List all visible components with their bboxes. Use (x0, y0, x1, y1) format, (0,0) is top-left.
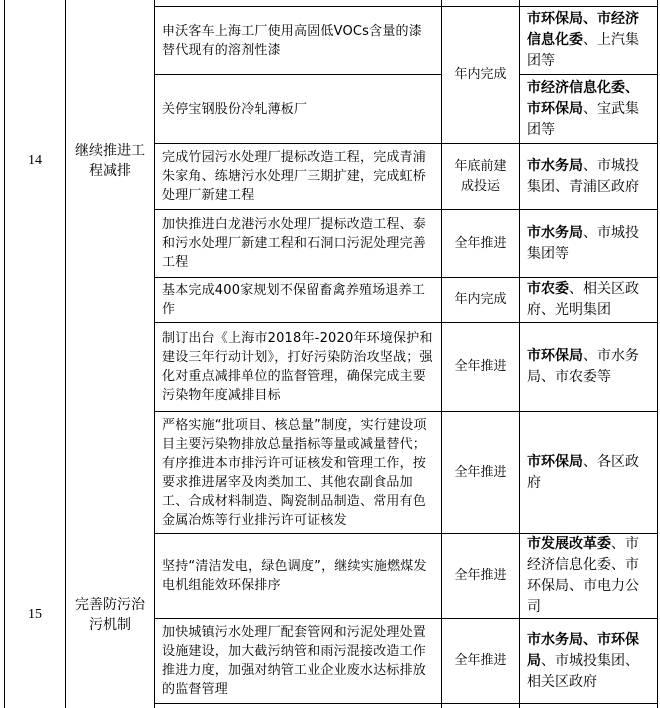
table-border-right (657, 0, 658, 708)
cooperating-agencies: 、宝武集团等 (527, 100, 639, 138)
table-row-timeline: 全年推进 (454, 653, 507, 668)
table-row-responsible (520, 144, 657, 209)
table-row-responsible (520, 534, 657, 618)
item-category: 完善防污治污机制 (75, 597, 145, 633)
lead-agency: 市环保局 (527, 453, 583, 470)
table-row-timeline: 全年推进 (454, 235, 507, 251)
table-row-task: 完成竹园污水处理厂提标改造工程，完成青浦朱家角、练塘污水处理厂三期扩建，完成虹桥处理厂新建工程 (162, 150, 427, 203)
table-row-responsible (520, 412, 657, 533)
row-divider (154, 703, 658, 704)
item-number: 15 (28, 607, 42, 622)
cooperating-agencies: 、相关区政府、光明集团 (527, 281, 639, 318)
lead-agency: 市环保局、市经济信息化委 (527, 11, 639, 48)
cooperating-agencies: 、市城投集团、青浦区政府 (527, 157, 639, 195)
table-row-responsible (520, 7, 657, 74)
table-row-timeline: 年底前建成投运 (454, 158, 507, 194)
table-row-responsible (520, 619, 657, 703)
table-row-task: 坚持“清洁发电，绿色调度”，继续实施燃煤发电机组能效环保排序 (162, 559, 427, 593)
table-row-responsible (520, 75, 657, 143)
table-row-task: 申沃客车上海工厂使用高固低VOCs含量的漆替代现有的溶剂性漆 (162, 23, 422, 58)
table-row-responsible (520, 210, 657, 277)
table-row-responsible (520, 323, 657, 411)
table-row-task: 严格实施“批项目、核总量”制度，实行建设项目主要污染物排放总量指标等量或减量替代；有序推进本市排污许可证核发和管理工作，按要求推进屠宰及肉类加工、其他农副食品加工、合成材料制造、陶瓷制品制造、常用有色金属冶炼等行业排污许可证核发 (162, 417, 427, 528)
lead-agency: 市环保局 (527, 348, 583, 364)
table-row-timeline: 全年推进 (454, 568, 507, 583)
table-row-timeline: 年内完成 (454, 292, 507, 307)
lead-agency: 市经济信息化委、市环保局 (527, 79, 639, 117)
cooperating-agencies: 、市城投集团、相关区政府 (527, 652, 639, 690)
table-row-timeline: 全年推进 (454, 359, 507, 374)
table-row-task: 制订出台《上海市2018年-2020年环境保护和建设三年行动计划》，打好污染防治攻坚战；强化对重点减排单位的监督管理，确保完成主要污染物年度减排目标 (162, 331, 433, 403)
table-row-task: 加快城镇污水处理厂配套管网和污泥处理处置设施建设，加大截污纳管和雨污混接改造工作推进力度，加强对纳管工业企业废水达标排放的监督管理 (162, 625, 427, 697)
table-row-timeline: 年内完成 (454, 67, 507, 82)
lead-agency: 市水务局 (527, 224, 583, 241)
table-row-task: 基本完成400家规划不保留畜禽养殖场退养工作 (162, 283, 426, 317)
cooperating-agencies: 、市城投集团等 (527, 224, 639, 262)
item-number: 14 (28, 153, 42, 168)
table-row-task: 关停宝钢股份冷轧薄板厂 (162, 101, 308, 117)
lead-agency: 市水务局、市环保局 (527, 631, 639, 669)
table-row-task: 加快推进白龙港污水处理厂提标改造工程、泰和污水处理厂新建工程和石洞口污泥处理完善工程 (162, 217, 427, 270)
table-row-responsible (520, 278, 657, 322)
lead-agency: 市发展改革委 (527, 536, 611, 552)
cooperating-agencies: 、市经济信息化委、市环保局、市电力公司 (527, 536, 639, 615)
item-category: 继续推进工程减排 (75, 143, 145, 179)
table-row-timeline: 全年推进 (454, 464, 507, 480)
cooperating-agencies: 、上汽集团等 (527, 32, 639, 69)
lead-agency: 市农委 (527, 281, 569, 297)
lead-agency: 市水务局 (527, 157, 583, 174)
cooperating-agencies: 、各区政府 (527, 453, 639, 491)
cooperating-agencies: 、市水务局、市农委等 (527, 348, 639, 385)
